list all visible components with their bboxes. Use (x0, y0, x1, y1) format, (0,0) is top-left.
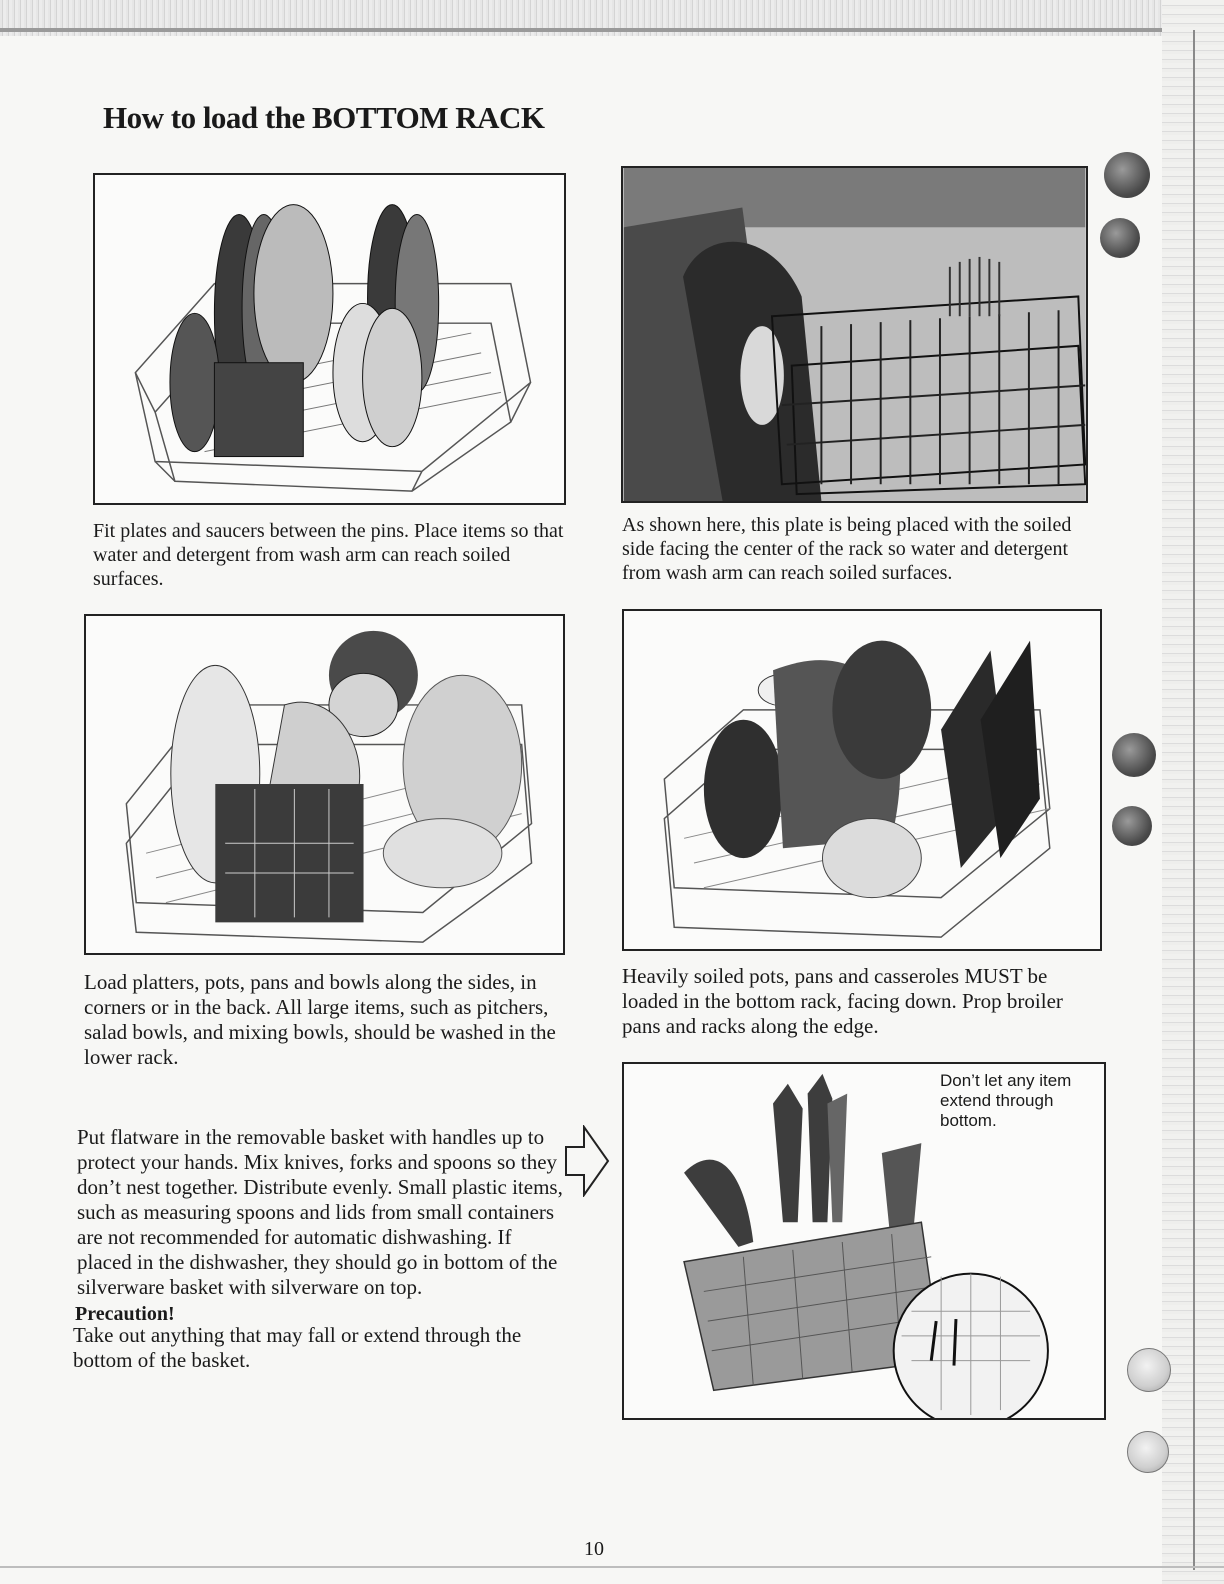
binder-hole-icon (1127, 1348, 1171, 1392)
pots-pans-illustration (624, 611, 1100, 949)
scan-top-band (0, 0, 1224, 36)
caption-fig4: Heavily soiled pots, pans and casseroles MUST be loaded in the bottom rack, facing down. Prop broiler pans and racks along the edge. (622, 964, 1063, 1038)
plates-rack-illustration (95, 175, 564, 503)
figure-platters-bowls (84, 614, 565, 955)
page-title: How to load the BOTTOM RACK (103, 100, 545, 135)
flatware-instructions: Put flatware in the removable basket with handles up to protect your hands. Mix knives, forks and spoons so they don’t nest together. Distribute evenly. Small plastic items, such as measuring spoons and lids from small containers are not recommended for automatic dishwashing. If placed in the dishwasher, they should go in bottom of the silverware basket with silverware on top. (77, 1125, 563, 1299)
figure-plates-rack (93, 173, 566, 505)
basket-callout: Don’t let any item extend through bottom. (940, 1071, 1072, 1130)
figure-pots-pans (622, 609, 1102, 951)
precaution-heading: Precaution! (75, 1303, 175, 1325)
binder-hole-icon (1100, 218, 1140, 258)
page-edge-line (1193, 30, 1195, 1570)
binder-hole-icon (1112, 806, 1152, 846)
platters-bowls-illustration (86, 616, 563, 953)
page-bottom-line (0, 1566, 1224, 1568)
binder-hole-icon (1104, 152, 1150, 198)
plate-placement-photo (623, 168, 1086, 501)
binder-hole-icon (1112, 733, 1156, 777)
right-arrow-icon (564, 1125, 610, 1197)
binder-hole-icon (1127, 1431, 1169, 1473)
caption-fig2: As shown here, this plate is being placed with the soiled side facing the center of the rack so water and detergent from wash arm can reach soiled surfaces. (622, 514, 1072, 584)
caption-fig3: Load platters, pots, pans and bowls along the sides, in corners or in the back. All large items, such as pitchers, salad bowls, and mixing bowls, should be washed in the lower rack. (84, 970, 556, 1069)
caption-fig1: Fit plates and saucers between the pins. Place items so that water and detergent from wash arm can reach soiled surfaces. (93, 520, 564, 590)
figure-plate-placement (621, 166, 1088, 503)
page-number: 10 (584, 1538, 604, 1560)
precaution-text: Take out anything that may fall or extend through the bottom of the basket. (73, 1323, 522, 1372)
